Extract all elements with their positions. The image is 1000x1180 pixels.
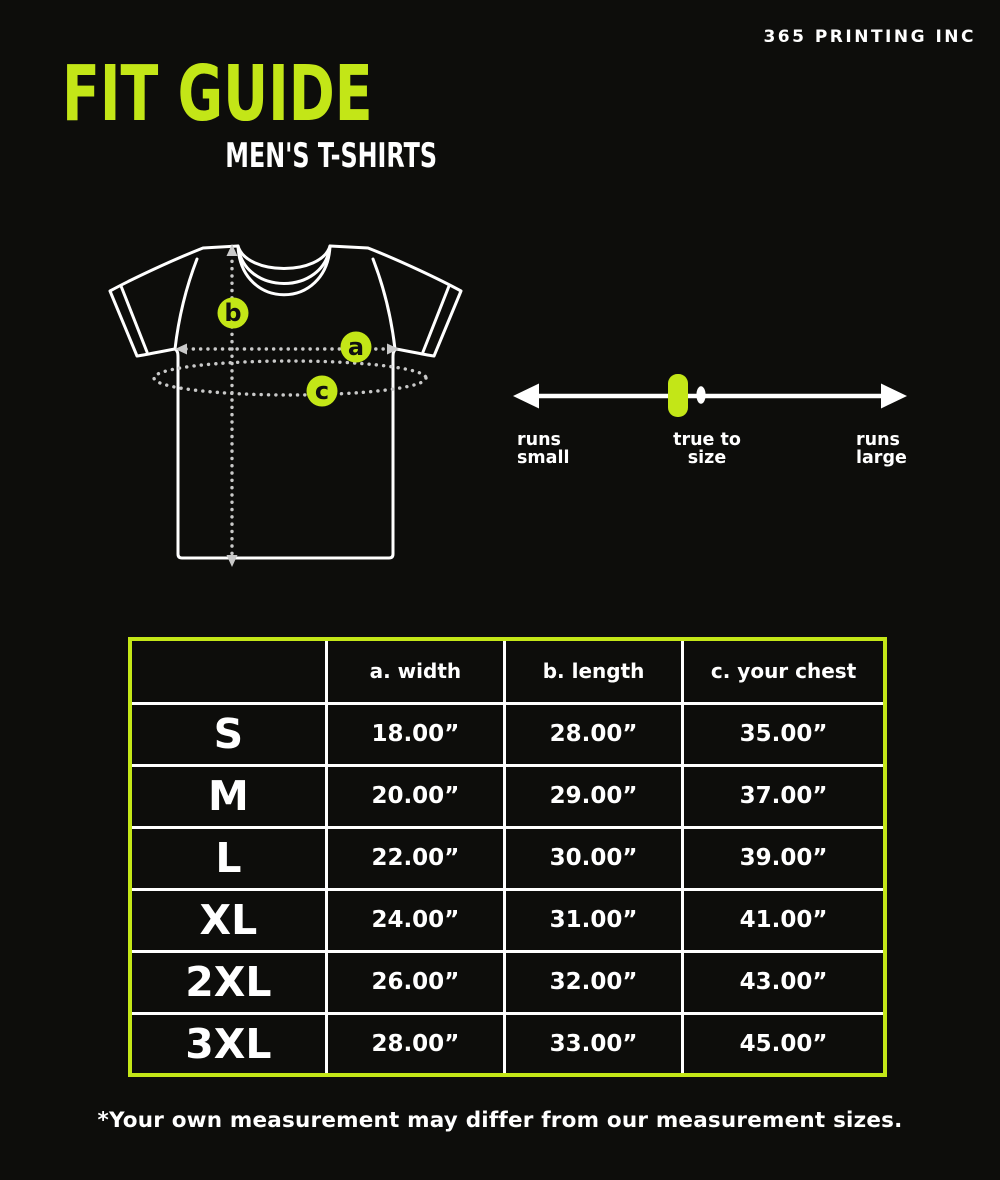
- chest-value: 37.00”: [683, 765, 885, 827]
- right-cuff-line: [423, 286, 449, 352]
- length-value: 29.00”: [504, 765, 682, 827]
- scale-label-line: runs: [856, 430, 900, 450]
- width-value: 26.00”: [326, 951, 504, 1013]
- scale-label-line: runs: [517, 430, 561, 450]
- measurement-disclaimer: *Your own measurement may differ from our measurement sizes.: [97, 1108, 903, 1133]
- table-row: [130, 1013, 885, 1075]
- column-header-width: a. width: [326, 639, 504, 703]
- width-value: 28.00”: [326, 1013, 504, 1075]
- chest-value: 43.00”: [683, 951, 885, 1013]
- table-row: [130, 889, 885, 951]
- measure-point-c: [307, 376, 338, 407]
- scale-label-line: large: [856, 448, 907, 469]
- arrow-right-icon: [881, 384, 907, 409]
- brand-name: 365 PRINTING INC: [763, 27, 976, 47]
- scale-label-runs-large: [856, 431, 907, 468]
- measure-badge-letter: c: [314, 377, 330, 405]
- scale-label-line: size: [687, 448, 727, 469]
- table-row: [130, 703, 885, 765]
- right-armhole-seam: [373, 259, 395, 349]
- chest-measure-ellipse: [154, 361, 426, 395]
- size-label: L: [130, 827, 326, 889]
- measure-point-b: [218, 298, 249, 329]
- length-value: 31.00”: [504, 889, 682, 951]
- column-header-blank: [130, 639, 326, 703]
- measure-badge-letter: b: [224, 299, 242, 327]
- width-value: 22.00”: [326, 827, 504, 889]
- width-value: 20.00”: [326, 765, 504, 827]
- size-label: S: [130, 703, 326, 765]
- size-label: M: [130, 765, 326, 827]
- table-row: [130, 951, 885, 1013]
- scale-marker-pill: [668, 374, 688, 417]
- left-cuff-line: [121, 286, 147, 352]
- scale-label-line: small: [517, 448, 570, 469]
- page-subtitle: MEN'S T-SHIRTS: [225, 136, 437, 176]
- chest-value: 35.00”: [683, 703, 885, 765]
- column-header-length: b. length: [504, 639, 682, 703]
- width-value: 18.00”: [326, 703, 504, 765]
- length-value: 33.00”: [504, 1013, 682, 1075]
- scale-label-runs-small: [517, 431, 569, 468]
- length-value: 30.00”: [504, 827, 682, 889]
- size-chart-table: [128, 637, 887, 1077]
- measure-badge-letter: a: [347, 333, 365, 361]
- size-label: XL: [130, 889, 326, 951]
- size-label: 3XL: [130, 1013, 326, 1075]
- scale-label-true-to-size: [632, 431, 782, 468]
- tshirt-measurement-diagram: [85, 228, 485, 578]
- collar-arc: [238, 246, 330, 284]
- scale-marker-dot: [696, 386, 705, 404]
- chest-value: 45.00”: [683, 1013, 885, 1075]
- chest-value: 41.00”: [683, 889, 885, 951]
- chest-value: 39.00”: [683, 827, 885, 889]
- scale-label-line: true to: [673, 430, 741, 450]
- column-header-chest: c. your chest: [683, 639, 885, 703]
- measure-point-a: [341, 332, 372, 363]
- arrow-left-icon: [513, 384, 539, 409]
- page-title: FIT GUIDE: [62, 50, 373, 139]
- size-label: 2XL: [130, 951, 326, 1013]
- length-value: 32.00”: [504, 951, 682, 1013]
- left-armhole-seam: [175, 259, 197, 349]
- width-value: 24.00”: [326, 889, 504, 951]
- arrow-down-icon: [227, 555, 238, 567]
- fit-scale-graphic: [500, 369, 920, 423]
- table-row: [130, 765, 885, 827]
- fit-scale-labels: [500, 431, 920, 477]
- length-value: 28.00”: [504, 703, 682, 765]
- tshirt-outline-icon: [110, 246, 461, 558]
- table-row: [130, 827, 885, 889]
- size-chart-header-row: [130, 639, 885, 703]
